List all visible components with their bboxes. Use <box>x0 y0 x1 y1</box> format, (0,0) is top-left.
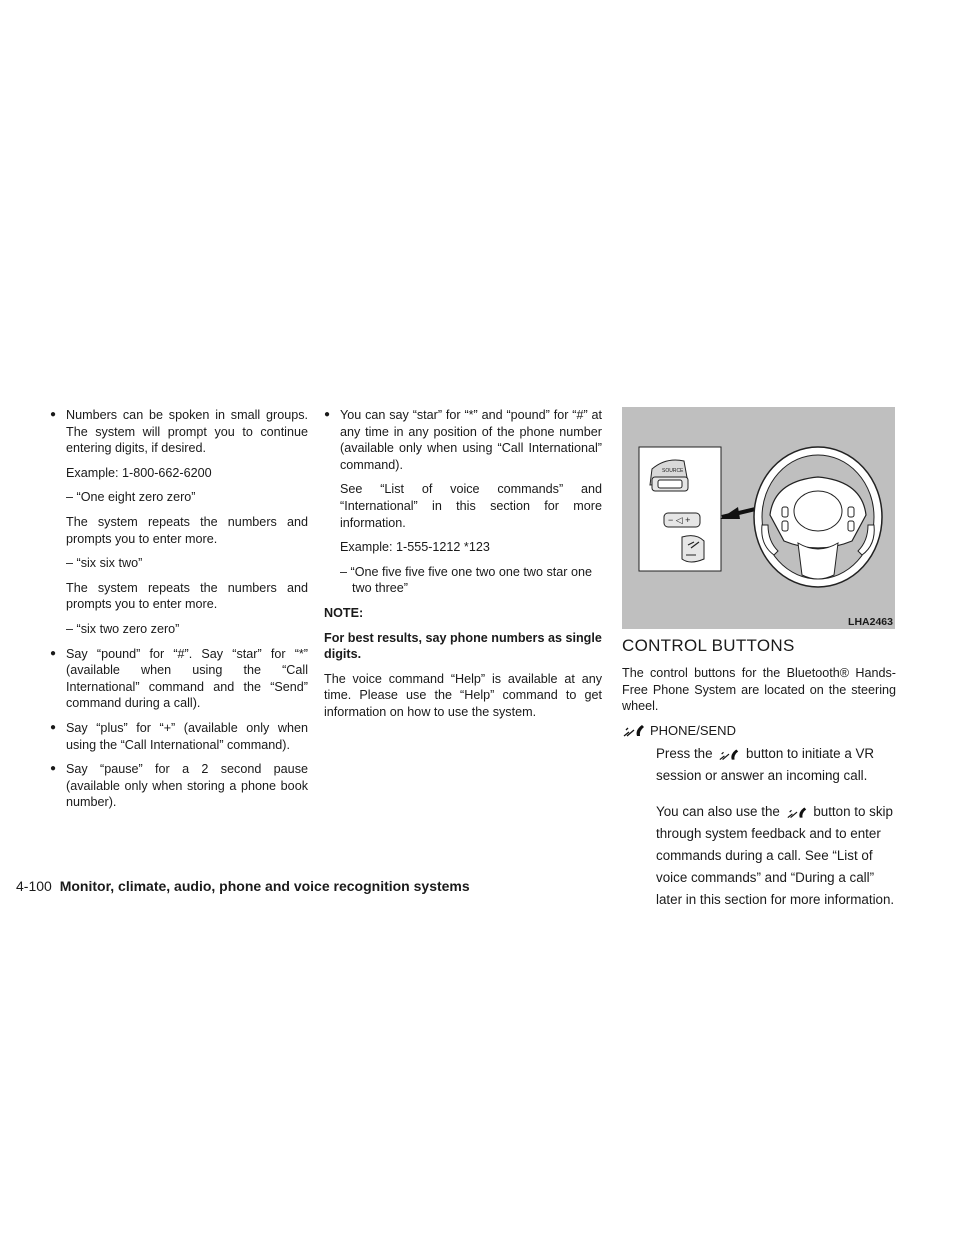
spoken-example: – “One eight zero zero” <box>66 490 196 505</box>
note-text: For best results, say phone numbers as single digits. <box>324 630 602 662</box>
figure-code: LHA2463 <box>848 616 893 628</box>
middle-column <box>324 407 602 729</box>
bullet-numbers-groups: ● Numbers can be spoken in small groups. The system will prompt you to continue entering digits, if desired. <box>50 407 308 457</box>
spoken-example: – “six six two” <box>66 556 143 571</box>
system-response: The system repeats the numbers and prompts you to enter more. <box>66 580 308 612</box>
para-text: button to initiate a VR session or answer an incoming call. <box>656 746 875 784</box>
para-text: button to skip through system feedback and to enter commands during a call. See “List of voice commands” and “During a call” later in this section for more information. <box>656 804 895 908</box>
phone-send-para-1 <box>656 743 896 787</box>
right-column <box>622 665 896 911</box>
bullet-star-pound: ● You can say “star” for “*” and “pound” for “#” at any time in any position of the phone number (available only when using “Call International” command). <box>324 407 602 473</box>
page-footer <box>16 878 470 894</box>
phone-send-label: PHONE/SEND <box>650 722 736 738</box>
page-number: 4-100 <box>16 878 52 894</box>
phone-send-description <box>622 743 896 911</box>
bullet-pause: ● Say “pause” for a 2 second pause (available only when storing a phone book number). <box>50 761 308 811</box>
help-paragraph: The voice command “Help” is available at any time. Please use the “Help” command to get information on how to use the system. <box>324 671 602 719</box>
system-response: The system repeats the numbers and prompts you to enter more. <box>66 514 308 546</box>
steering-wheel-figure <box>622 407 895 629</box>
phone-send-title <box>622 723 896 740</box>
phone-send-icon <box>718 748 740 762</box>
example-text: Example: 1-800-662-6200 <box>66 465 212 480</box>
left-column <box>50 407 308 819</box>
spoken-example: – “One five five five one two one two star one two three” <box>340 564 593 596</box>
source-button-label: SOURCE <box>662 468 684 474</box>
steering-wheel-illustration <box>622 407 895 629</box>
see-reference: See “List of voice commands” and “International” in this section for more information. <box>340 482 602 530</box>
note-heading: NOTE: <box>324 605 364 620</box>
spoken-example: – “six two zero zero” <box>66 621 180 636</box>
phone-send-para-2 <box>656 801 896 911</box>
example-text: Example: 1-555-1212 *123 <box>340 540 490 555</box>
bullet-pound-star: ● Say “pound” for “#”. Say “star” for “*” (available when using the “Call International” command and the “Send” command during a call). <box>50 646 308 712</box>
phone-send-icon <box>786 806 808 820</box>
svg-text:− ◁ +: − ◁ + <box>668 515 691 525</box>
chapter-title: Monitor, climate, audio, phone and voice recognition systems <box>59 878 470 894</box>
para-text: Press the <box>656 746 713 762</box>
bullet-plus: ● Say “plus” for “+” (available only when using the “Call International” command). <box>50 720 308 753</box>
control-buttons-intro: The control buttons for the Bluetooth® Hands-Free Phone System are located on the steering wheel. <box>622 666 896 714</box>
para-text: You can also use the <box>656 804 780 820</box>
phone-send-icon <box>622 724 646 738</box>
section-heading: CONTROL BUTTONS <box>622 636 795 655</box>
